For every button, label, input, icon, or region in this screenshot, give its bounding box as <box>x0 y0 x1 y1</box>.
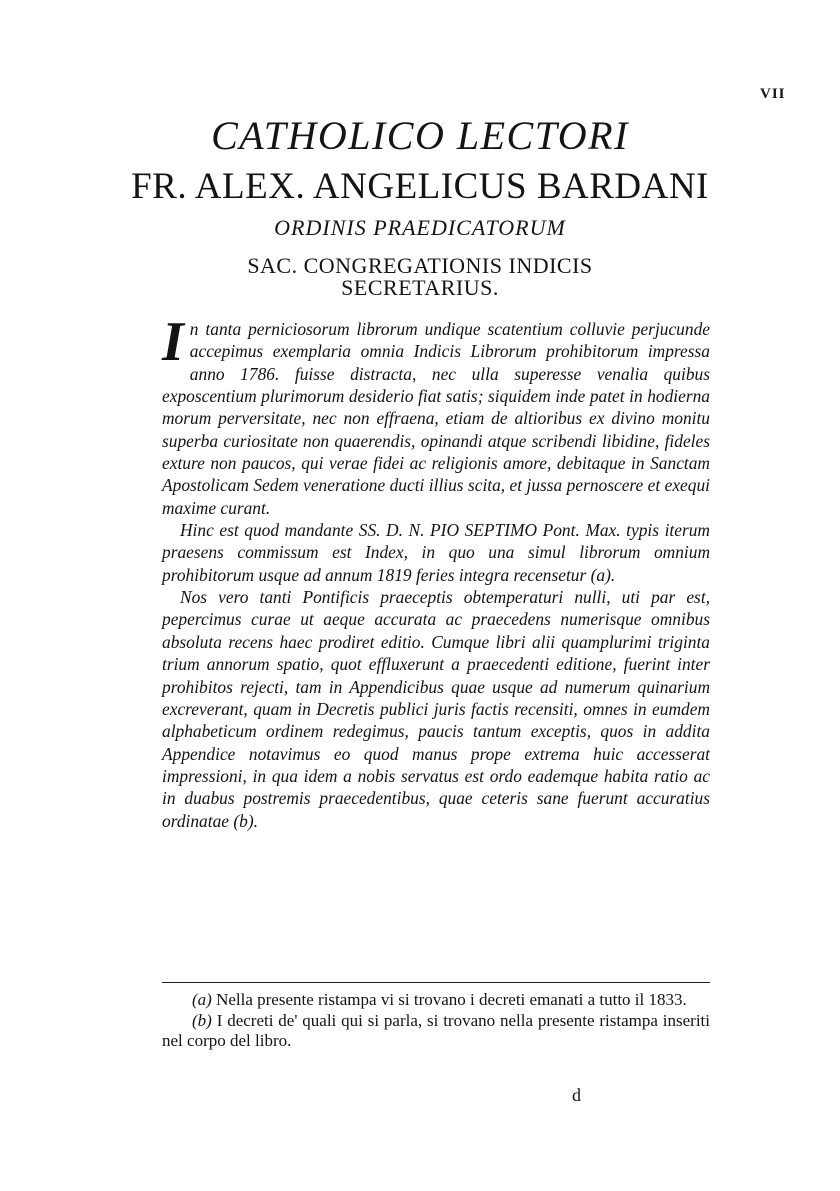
footnote-divider <box>162 982 710 983</box>
paragraph-2: Hinc est quod mandante SS. D. N. PIO SEPTIMO Pont. Max. typis iterum praesens commissum est Index, in quo una simul librorum omnium prohibitorum usque ad annum 1819 feries integra recensetur (a). <box>162 520 710 585</box>
footnote-a-mark: (a) <box>192 990 212 1009</box>
drop-cap: I <box>162 311 184 373</box>
footnote-a-text: Nella presente ristampa vi si trovano i decreti emanati a tutto il 1833. <box>216 990 687 1009</box>
footnote-b <box>162 1011 710 1052</box>
order-subtitle: ORDINIS PRAEDICATORUM <box>274 215 566 240</box>
footnotes <box>162 990 710 1052</box>
paragraph-1 <box>162 311 710 519</box>
footnote-a <box>162 990 710 1011</box>
paragraph-1-text: n tanta perniciosorum librorum undique scatentium colluvie perjucunde accepimus exemplaria omnia Indicis Librorum prohibitorum impressa anno 1786. fuisse distracta, nec ulla superesse venalia quibus exposcentium plurimorum desiderio fiat satis; siquidem inde patet in hodierna morum perversitate, nec non effraena, etiam de altioribus ex divino monitu superba curiositate non quaerendis, opinandi atque scribendi libidine, fideles exture non paucos, qui verae fidei ac religionis amore, debitaque in Sanctam Apostolicam Sedem veneratione ducti illius scita, et jussa pernoscere et exequi maxime curant. <box>162 319 710 518</box>
footnote-b-text: I decreti de' quali qui si parla, si trovano nella presente ristampa inseriti nel corpo del libro. <box>162 1010 710 1050</box>
secretary-line-1: SAC. CONGREGATIONIS INDICIS <box>247 253 593 278</box>
author-heading: FR. ALEX. ANGELICUS BARDANI <box>131 166 709 207</box>
paragraph-3: Nos vero tanti Pontificis praeceptis obtemperaturi nulli, uti par est, pepercimus curae ut aeque accurata ac praecedens numerisque omnibus absoluta recens haec prodiret editio. Cumque libri alii quamplurimi triginta trium annorum spatio, quot effluxerunt a praecedenti editione, fuerint inter prohibitos rejecti, tam in Appendicibus quae usque ad numerum quinarium excreverant, quam in Decretis publici juris factis recensiti, omnes in eumdem alphabeticum ordinem redegimus, paucis tantum exceptis, quos in addita Appendice notavimus eo quod manus prope extrema huic accesserat impressioni, in qua idem a nobis servatus est ordo eademque habita ratio ac in duabus postremis praecedentibus, quae ceteris sane fuerunt accuratius ordinatae (b). <box>162 587 710 831</box>
body-text <box>162 311 710 832</box>
footnote-b-mark: (b) <box>192 1010 212 1030</box>
signature-mark: d <box>572 1085 581 1105</box>
secretary-title <box>0 255 840 299</box>
page-title: CATHOLICO LECTORI <box>211 113 629 158</box>
page-number: VII <box>760 86 786 102</box>
secretary-line-2: SECRETARIUS. <box>341 275 499 300</box>
